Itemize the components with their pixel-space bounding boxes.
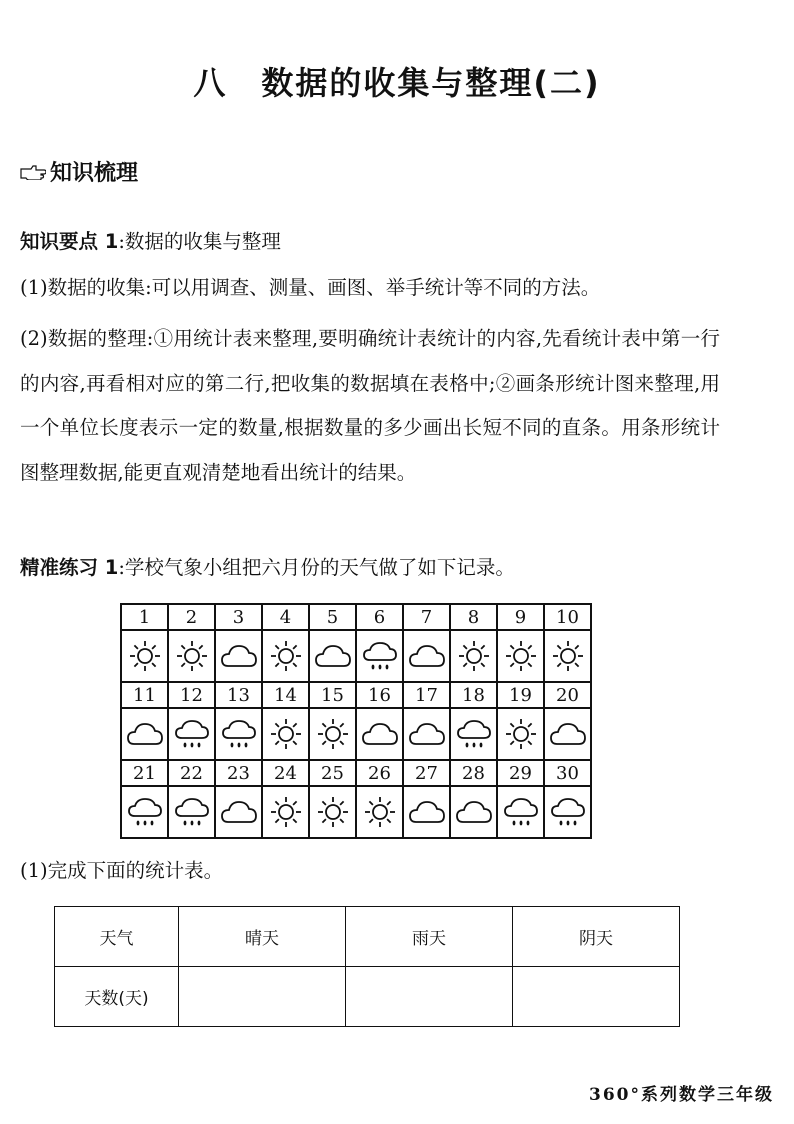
weather-cell [262,708,309,760]
weather-cell [215,708,262,760]
day-number: 3 [215,604,262,630]
stat-header-rainy: 雨天 [346,907,513,967]
sun-icon [125,638,165,674]
day-number: 9 [497,604,544,630]
day-number: 26 [356,760,403,786]
day-number: 23 [215,760,262,786]
cloud-icon [125,716,165,752]
cloud-icon [454,794,494,830]
day-number: 27 [403,760,450,786]
day-number: 28 [450,760,497,786]
weather-cell [215,630,262,682]
day-number: 16 [356,682,403,708]
day-number: 29 [497,760,544,786]
stat-header-weather: 天气 [55,907,179,967]
weather-cell [262,630,309,682]
day-number: 14 [262,682,309,708]
day-number: 18 [450,682,497,708]
day-number: 6 [356,604,403,630]
weather-cell [356,630,403,682]
cloud-icon [360,716,400,752]
section-label: 知识梳理 [50,161,139,186]
weather-cell [544,708,591,760]
rain-icon [125,794,165,830]
day-number: 1 [121,604,168,630]
knowledge-point-label: 知识要点 1 [20,230,119,253]
weather-cell [450,786,497,838]
day-number: 10 [544,604,591,630]
sun-icon [501,638,541,674]
day-number: 2 [168,604,215,630]
weather-cell [544,630,591,682]
weather-cell [121,630,168,682]
cloud-icon [407,794,447,830]
day-number: 30 [544,760,591,786]
pointing-hand-icon [20,164,46,180]
day-number-row [121,682,591,708]
chapter-title: 数据的收集与整理(二) [261,64,601,102]
day-number: 20 [544,682,591,708]
stat-header-sunny: 晴天 [179,907,346,967]
cloud-icon [219,794,259,830]
cloud-icon [407,638,447,674]
sun-icon [266,794,306,830]
weather-cell [497,708,544,760]
question-1: (1)完成下面的统计表。 [20,859,224,882]
knowledge-point [20,227,720,257]
statistics-table [54,906,680,1027]
day-number: 12 [168,682,215,708]
weather-cell [309,786,356,838]
day-number: 7 [403,604,450,630]
day-number: 15 [309,682,356,708]
day-number: 25 [309,760,356,786]
chapter-number: 八 [193,64,228,102]
weather-cell [403,630,450,682]
day-number: 4 [262,604,309,630]
sun-icon [172,638,212,674]
weather-cell [497,630,544,682]
sun-icon [454,638,494,674]
exercise-text: :学校气象小组把六月份的天气做了如下记录。 [118,556,515,579]
exercise-label: 精准练习 1 [20,556,119,579]
weather-cell [356,786,403,838]
item-1: (1)数据的收集:可以用调查、测量、画图、举手统计等不同的方法。 [20,276,601,299]
cloud-icon [313,638,353,674]
rain-icon [548,794,588,830]
stat-row-label: 天数(天) [55,967,179,1027]
weather-cell [121,786,168,838]
weather-cell [356,708,403,760]
cloud-icon [219,638,259,674]
sun-icon [266,716,306,752]
section-heading [20,156,138,187]
weather-cell [450,630,497,682]
day-number-row [121,604,591,630]
item-2: (2)数据的整理:①用统计表来整理,要明确统计表统计的内容,先看统计表中第一行的内容,再看相对应的第二行,把收集的数据填在表格中;②画条形统计图来整理,用一个单位长度表示一定的数量,根据数量的多少画出长短不同的直条。用条形统计图整理数据,能更直观清楚地看出统计的结果。 [20,327,720,484]
stat-cell-rainy[interactable] [346,967,513,1027]
cloud-icon [548,716,588,752]
rain-icon [172,716,212,752]
footer-series: 360°系列数学三年级 [589,1085,774,1105]
weather-cell [544,786,591,838]
weather-icon-row [121,708,591,760]
day-number: 11 [121,682,168,708]
day-number: 8 [450,604,497,630]
day-number-row [121,760,591,786]
day-number: 17 [403,682,450,708]
cloud-icon [407,716,447,752]
day-number: 13 [215,682,262,708]
weather-cell [168,708,215,760]
exercise [20,553,720,583]
sun-icon [313,716,353,752]
stat-header-cloudy: 阴天 [513,907,680,967]
sun-icon [501,716,541,752]
sun-icon [548,638,588,674]
weather-cell [403,786,450,838]
rain-icon [501,794,541,830]
weather-cell [403,708,450,760]
rain-icon [219,716,259,752]
stat-days-row [55,967,680,1027]
sun-icon [313,794,353,830]
weather-cell [497,786,544,838]
stat-header-row [55,907,680,967]
day-number: 21 [121,760,168,786]
day-number: 19 [497,682,544,708]
rain-icon [172,794,212,830]
rain-icon [360,638,400,674]
weather-cell [262,786,309,838]
weather-cell [309,708,356,760]
weather-cell [309,630,356,682]
day-number: 24 [262,760,309,786]
weather-icon-row [121,630,591,682]
weather-cell [121,708,168,760]
weather-cell [168,786,215,838]
weather-cell [168,630,215,682]
weather-cell [215,786,262,838]
sun-icon [266,638,306,674]
knowledge-point-text: :数据的收集与整理 [118,230,281,253]
sun-icon [360,794,400,830]
weather-cell [450,708,497,760]
day-number: 5 [309,604,356,630]
stat-cell-sunny[interactable] [179,967,346,1027]
page-title [0,58,794,104]
stat-cell-cloudy[interactable] [513,967,680,1027]
weather-record-table [120,603,592,839]
weather-icon-row [121,786,591,838]
rain-icon [454,716,494,752]
day-number: 22 [168,760,215,786]
